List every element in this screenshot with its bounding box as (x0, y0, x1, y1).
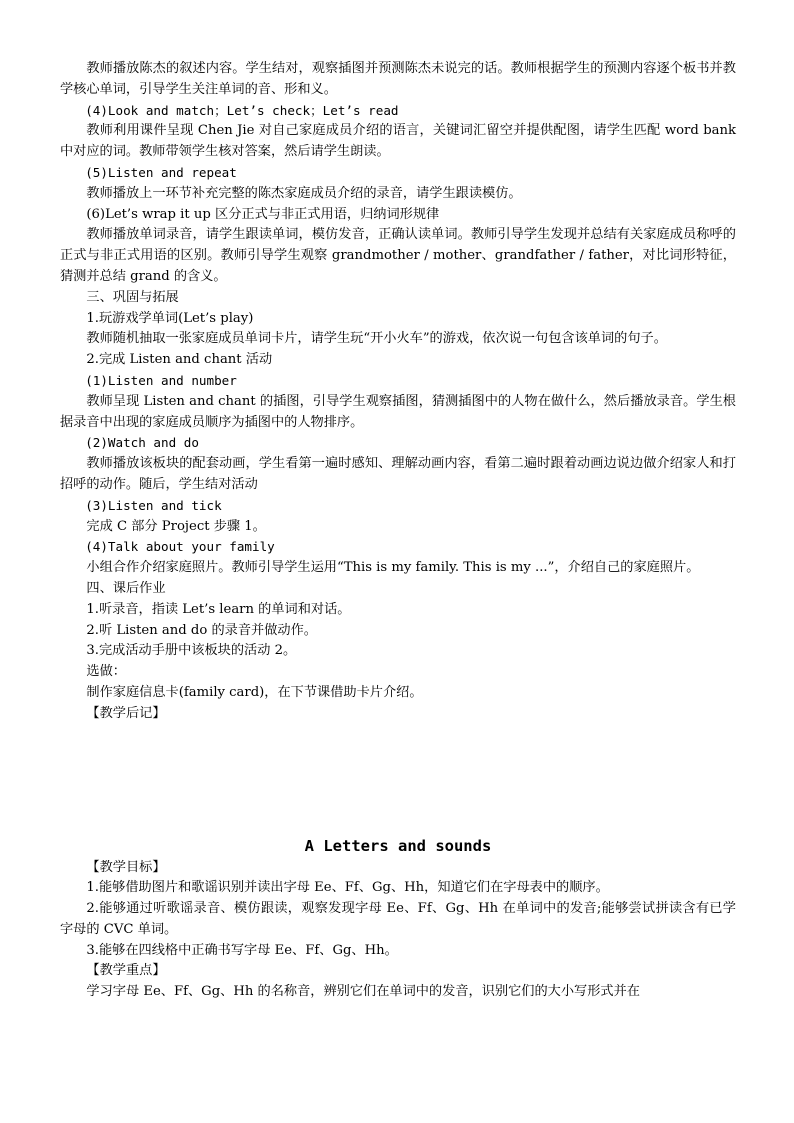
heading-key-points: 【教学重点】 (86, 963, 166, 979)
paragraph-key-points: 学习字母 Ee、Ff、Gg、Hh 的名称音，辨别它们在单词中的发音，识别它们的大小写形式并在 (86, 984, 640, 1000)
step-wrap-it-up: (6)Let’s wrap it up 区分正式与非正式用语，归纳词形规律 (86, 206, 440, 222)
goal-item-1: 1.能够借助图片和歌谣识别并读出字母 Ee、Ff、Gg、Hh，知道它们在字母表中的顺序。 (86, 880, 609, 896)
homework-item-2: 2.听 Listen and do 的录音并做动作。 (86, 622, 317, 638)
document-page (60, 59, 736, 1003)
paragraph-listen-and-number: 教师呈现 Listen and chant 的插图，引导学生观察插图，猜测插图中的人物在做什么，然后播放录音。学生根据录音中出现的家庭成员顺序为插图中的人物排序。 (60, 393, 736, 430)
homework-item-3: 3.完成活动手册中该板块的活动 2。 (86, 643, 297, 659)
step-talk-about-family: (4)Talk about your family (85, 539, 275, 555)
paragraph-wrap-it-up: 教师播放单词录音，请学生跟读单词，模仿发音，正确认读单词。教师引导学生发现并总结有关家庭成员称呼的正式与非正式用语的区别。教师引导学生观察 grandmother / mother、grandfather / father，对比词形特征，猜测并总结 grand 的含义。 (60, 227, 736, 284)
heading-teaching-notes: 【教学后记】 (86, 705, 166, 721)
paragraph-watch-and-do: 教师播放该板块的配套动画，学生看第一遍时感知、理解动画内容，看第二遍时跟着动画边说边做介绍家人和打招呼的动作。随后，学生结对活动 (60, 456, 736, 492)
paragraph-listen-and-tick: 完成 C 部分 Project 步骤 1。 (86, 518, 266, 534)
step-watch-and-do: (2)Watch and do (85, 435, 199, 451)
paragraph-lets-play: 教师随机抽取一张家庭成员单词卡片，请学生玩“开小火车”的游戏，依次说一句包含该单词的句子。 (86, 331, 667, 347)
section-title: A Letters and sounds (304, 836, 492, 855)
step-listen-and-repeat: (5)Listen and repeat (85, 164, 237, 180)
step-lets-play: 1.玩游戏学单词(Let’s play) (86, 310, 254, 326)
goal-item-3: 3.能够在四线格中正确书写字母 Ee、Ff、Gg、Hh。 (86, 942, 398, 958)
paragraph-talk-about-family: 小组合作介绍家庭照片。教师引导学生运用“This is my family. This is my ...”，介绍自己的家庭照片。 (86, 560, 700, 576)
paragraph-predict: 教师播放陈杰的叙述内容。学生结对，观察插图并预测陈杰未说完的话。教师根据学生的预测内容逐个板书并教学核心单词，引导学生关注单词的音、形和义。 (60, 61, 736, 97)
lesson-body-part1 (60, 59, 736, 725)
heading-consolidation: 三、巩固与拓展 (86, 289, 179, 305)
heading-homework: 四、课后作业 (86, 580, 166, 596)
heading-teaching-goals: 【教学目标】 (86, 859, 166, 875)
lesson-body-part2 (60, 858, 736, 1004)
homework-item-1: 1.听录音，指读 Let’s learn 的单词和对话。 (86, 601, 351, 617)
step-listen-and-tick: (3)Listen and tick (85, 497, 222, 513)
paragraph-match: 教师利用课件呈现 Chen Jie 对自己家庭成员介绍的语言，关键词汇留空并提供配图，请学生匹配 word bank 中对应的词。教师带领学生核对答案，然后请学生朗读。 (60, 123, 736, 160)
blank-space (60, 725, 736, 835)
goal-item-2: 2.能够通过听歌谣录音、模仿跟读，观察发现字母 Ee、Ff、Gg、Hh 在单词中的发音;能够尝试拼读含有已学字母的 CVC 单词。 (60, 901, 736, 937)
paragraph-repeat: 教师播放上一环节补充完整的陈杰家庭成员介绍的录音，请学生跟读模仿。 (86, 185, 522, 201)
step-listen-and-number: (1)Listen and number (85, 372, 237, 388)
step-look-and-match: (4)Look and match；Let’s check；Let’s read (85, 102, 399, 118)
step-listen-and-chant: 2.完成 Listen and chant 活动 (86, 352, 273, 368)
homework-optional-label: 选做： (86, 664, 126, 680)
homework-optional-task: 制作家庭信息卡(family card)，在下节课借助卡片介绍。 (86, 684, 423, 700)
